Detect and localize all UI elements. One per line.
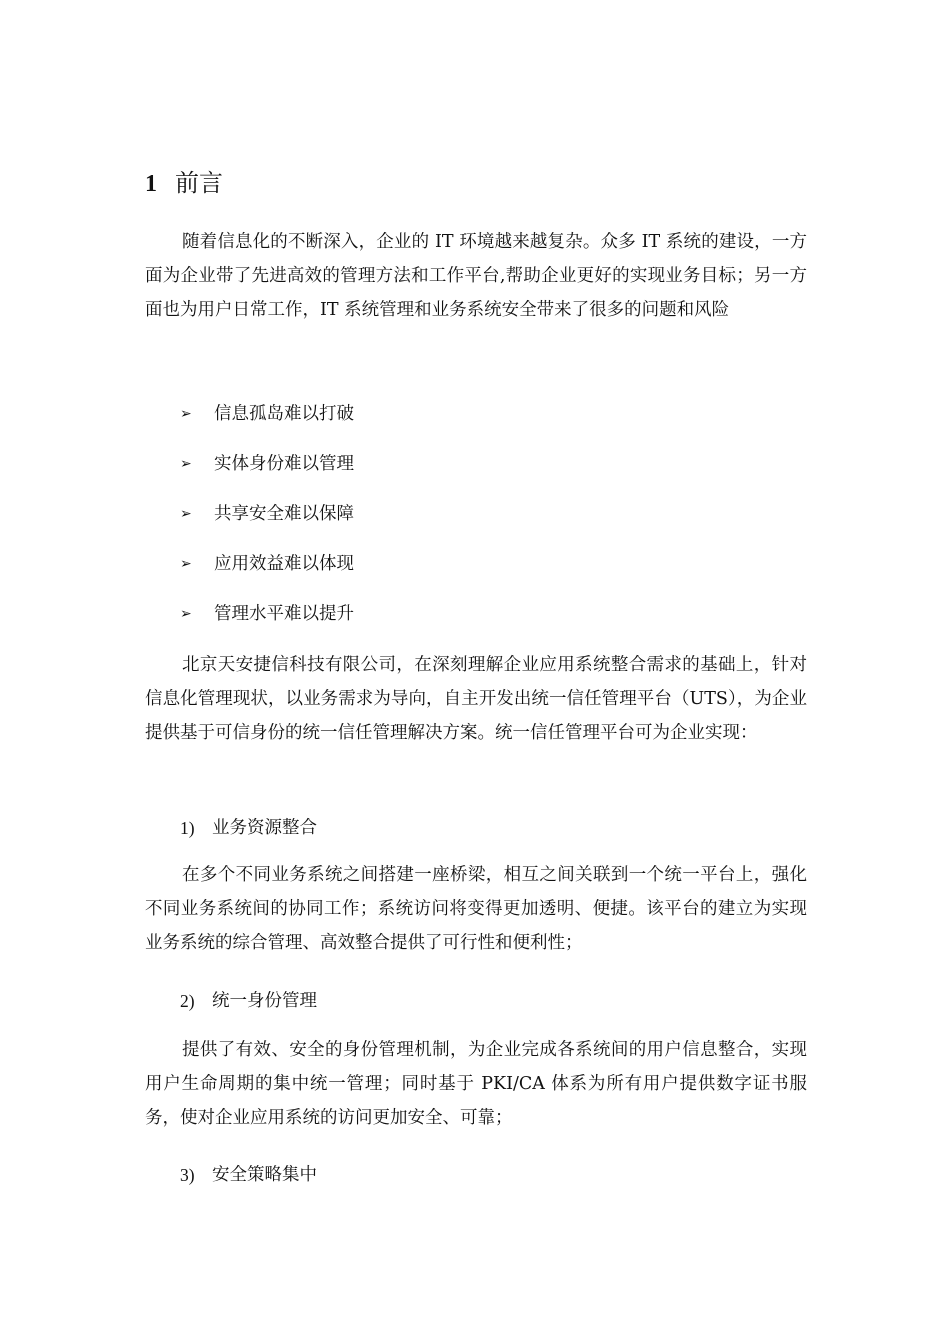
list-item-text: 应用效益难以体现 xyxy=(214,554,354,574)
company-paragraph: 北京天安捷信科技有限公司，在深刻理解企业应用系统整合需求的基础上，针对信息化管理现状，以业务需求为导向，自主开发出统一信任管理平台（UTS），为企业提供基于可信身份的统一信任管理解决方案。统一信任管理平台可为企业实现： xyxy=(145,655,807,743)
section-title: 前言 xyxy=(175,169,223,197)
arrow-bullet-icon: ➢ xyxy=(180,406,192,422)
feature-number: 1) xyxy=(180,818,195,838)
arrow-bullet-icon: ➢ xyxy=(180,556,192,572)
feature-title: 业务资源整合 xyxy=(212,818,317,838)
feature-title: 安全策略集中 xyxy=(212,1165,317,1185)
feature-number: 2) xyxy=(180,991,195,1011)
intro-paragraph: 随着信息化的不断深入，企业的 IT 环境越来越复杂。众多 IT 系统的建设，一方面为企业带了先进高效的管理方法和工作平台,帮助企业更好的实现业务目标；另一方面也为用户日常工作，IT 系统管理和业务系统安全带来了很多的问题和风险 xyxy=(145,232,807,320)
feature-description: 提供了有效、安全的身份管理机制，为企业完成各系统间的用户信息整合，实现用户生命周期的集中统一管理；同时基于 PKI/CA 体系为所有用户提供数字证书服务，使对企业应用系统的访问更加安全、可靠； xyxy=(145,1040,807,1128)
list-item-text: 实体身份难以管理 xyxy=(214,454,354,474)
feature-heading xyxy=(180,988,317,1014)
arrow-bullet-icon: ➢ xyxy=(180,456,192,472)
feature-number: 3) xyxy=(180,1165,195,1185)
list-item xyxy=(180,551,354,577)
list-item xyxy=(180,601,354,627)
list-item xyxy=(180,501,354,527)
feature-description: 在多个不同业务系统之间搭建一座桥梁，相互之间关联到一个统一平台上，强化不同业务系统间的协同工作；系统访问将变得更加透明、便捷。该平台的建立为实现业务系统的综合管理、高效整合提供了可行性和便利性； xyxy=(145,865,807,953)
arrow-bullet-icon: ➢ xyxy=(180,606,192,622)
section-number: 1 xyxy=(145,171,157,197)
list-item-text: 共享安全难以保障 xyxy=(214,504,354,524)
feature-title: 统一身份管理 xyxy=(212,991,317,1011)
section-heading xyxy=(145,163,223,198)
feature-heading xyxy=(180,1162,317,1188)
list-item xyxy=(180,451,354,477)
list-item xyxy=(180,401,354,427)
list-item-text: 信息孤岛难以打破 xyxy=(214,404,354,424)
list-item-text: 管理水平难以提升 xyxy=(214,604,354,624)
arrow-bullet-icon: ➢ xyxy=(180,506,192,522)
feature-heading xyxy=(180,815,317,841)
